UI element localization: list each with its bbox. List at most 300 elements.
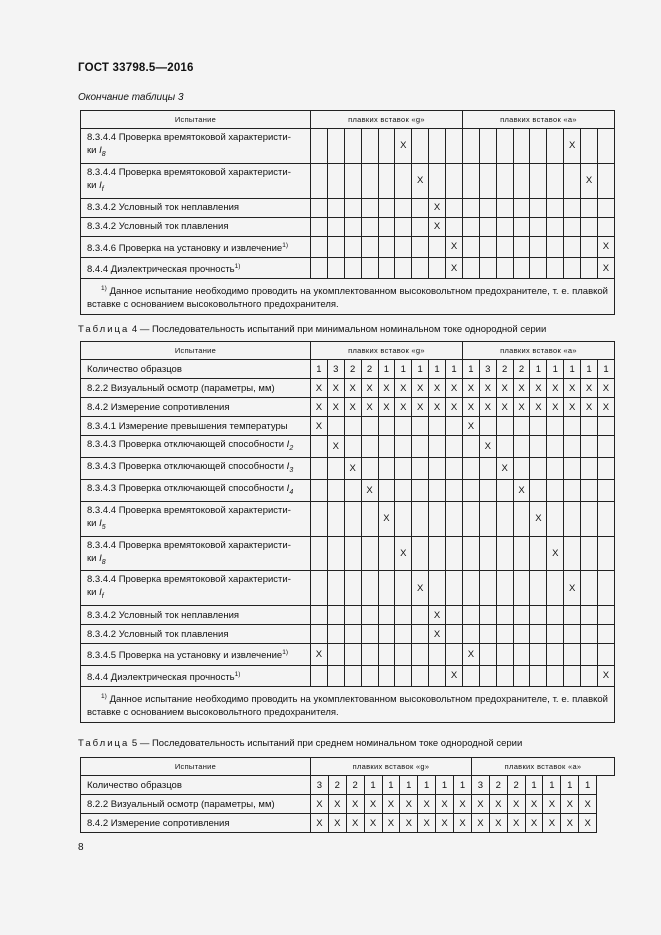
table-cell bbox=[412, 257, 429, 278]
table-cell: X bbox=[525, 814, 543, 833]
table-cell bbox=[479, 606, 496, 625]
table-cell bbox=[479, 536, 496, 571]
table-cell bbox=[412, 436, 429, 458]
table-cell bbox=[581, 457, 598, 479]
table-cell bbox=[429, 479, 446, 501]
table-cell bbox=[530, 606, 547, 625]
footnote-mark: 1) bbox=[101, 285, 107, 293]
table-cell bbox=[530, 257, 547, 278]
table-row bbox=[81, 536, 615, 571]
table-cell bbox=[530, 129, 547, 164]
table-cell: X bbox=[561, 795, 579, 814]
table-cell bbox=[496, 644, 513, 665]
table-cell bbox=[597, 536, 614, 571]
row-test-name bbox=[81, 479, 311, 501]
table5-caption-label: Таблица bbox=[78, 738, 130, 749]
table-cell: X bbox=[507, 795, 525, 814]
table-cell bbox=[378, 236, 395, 257]
table-cell: 2 bbox=[344, 360, 361, 379]
table-cell bbox=[564, 436, 581, 458]
table-cell bbox=[378, 129, 395, 164]
table-cell: 2 bbox=[513, 360, 530, 379]
table-cell: X bbox=[311, 398, 328, 417]
footnote-row bbox=[81, 686, 615, 722]
table-cell bbox=[327, 571, 344, 606]
table-cell: X bbox=[564, 398, 581, 417]
table-cell bbox=[429, 417, 446, 436]
table-cell: X bbox=[412, 398, 429, 417]
table-cell: X bbox=[479, 379, 496, 398]
table-cell: X bbox=[378, 398, 395, 417]
table-cell bbox=[378, 625, 395, 644]
table-cell bbox=[327, 606, 344, 625]
table-cell bbox=[479, 457, 496, 479]
table-cell bbox=[327, 644, 344, 665]
table-cell: X bbox=[364, 814, 382, 833]
table-cell: X bbox=[564, 379, 581, 398]
table-cell bbox=[597, 163, 614, 198]
table-cell: 1 bbox=[561, 776, 579, 795]
table-cell bbox=[530, 457, 547, 479]
table-cell bbox=[581, 236, 598, 257]
table-cell bbox=[361, 257, 378, 278]
table-cell: X bbox=[564, 571, 581, 606]
table-cell bbox=[378, 606, 395, 625]
row-test-name bbox=[81, 606, 311, 625]
table-row bbox=[81, 625, 615, 644]
table-cell bbox=[395, 457, 412, 479]
table-cell bbox=[496, 625, 513, 644]
table-cell bbox=[513, 436, 530, 458]
row-test-name bbox=[81, 571, 311, 606]
row-test-name bbox=[81, 379, 311, 398]
table-cell: X bbox=[400, 795, 418, 814]
row-test-name bbox=[81, 501, 311, 536]
test-name: 8.3.4.2 Условный ток неплавления bbox=[87, 609, 240, 621]
table-cell bbox=[496, 417, 513, 436]
table-cell bbox=[513, 217, 530, 236]
test-name: 8.3.4.3 Проверка отключающей способности bbox=[87, 482, 287, 494]
table-cell bbox=[327, 665, 344, 686]
table-cell bbox=[361, 457, 378, 479]
table-cell bbox=[530, 417, 547, 436]
table-cell bbox=[547, 129, 564, 164]
table-cell bbox=[412, 129, 429, 164]
table-cell bbox=[327, 417, 344, 436]
table-cell: X bbox=[489, 795, 507, 814]
table-cell bbox=[446, 163, 463, 198]
table-cell bbox=[429, 536, 446, 571]
table-cell bbox=[547, 479, 564, 501]
table-cell bbox=[327, 536, 344, 571]
table-cell bbox=[547, 501, 564, 536]
table4-caption bbox=[78, 324, 546, 335]
table-cell bbox=[597, 479, 614, 501]
table-cell: X bbox=[429, 606, 446, 625]
row-test-name bbox=[81, 776, 311, 795]
table-cell bbox=[412, 417, 429, 436]
table-cell bbox=[513, 501, 530, 536]
table-cell bbox=[581, 536, 598, 571]
table-cell bbox=[564, 457, 581, 479]
table5-caption bbox=[78, 738, 522, 749]
table-cell bbox=[395, 417, 412, 436]
table-cell bbox=[412, 479, 429, 501]
test-name: 8.3.4.1 Измерение превышения температуры bbox=[87, 420, 288, 432]
table-cell bbox=[479, 217, 496, 236]
header-a-fuses: плавких вставок «a» bbox=[462, 111, 614, 129]
header-row bbox=[81, 342, 615, 360]
table-cell: 1 bbox=[579, 776, 597, 795]
table-cell bbox=[378, 479, 395, 501]
table5-caption-text: — Последовательность испытаний при среднем номинальном токе однородной серии bbox=[137, 738, 523, 749]
footnote-text: Данное испытание необходимо проводить на укомплектованном высоковольтном предохранителе, т. е. плавкой вставке с основанием высоковольтного предохранителя. bbox=[87, 693, 608, 718]
table-cell: X bbox=[400, 814, 418, 833]
table-cell bbox=[311, 198, 328, 217]
table-cell bbox=[513, 571, 530, 606]
table-row bbox=[81, 379, 615, 398]
test-name-line2: ки bbox=[87, 552, 100, 564]
table-cell bbox=[581, 644, 598, 665]
row-test-name bbox=[81, 360, 311, 379]
test-name-line1: 8.3.4.4 Проверка времятоковой характеристи- bbox=[87, 504, 291, 516]
table-cell bbox=[446, 129, 463, 164]
table-cell: X bbox=[395, 398, 412, 417]
table-cell bbox=[581, 417, 598, 436]
table-cell bbox=[479, 625, 496, 644]
table-cell bbox=[395, 501, 412, 536]
row-test-name bbox=[81, 417, 311, 436]
table-row bbox=[81, 776, 615, 795]
current-subscript: f bbox=[101, 593, 104, 601]
table-cell bbox=[513, 236, 530, 257]
table-cell bbox=[378, 644, 395, 665]
table-cell: X bbox=[479, 436, 496, 458]
current-subscript: f bbox=[101, 185, 104, 193]
footnote-text: Данное испытание необходимо проводить на укомплектованном высоковольтном предохранителе, т. е. плавкой вставке с основанием высоковольтного предохранителя. bbox=[87, 286, 608, 311]
table-cell: 1 bbox=[564, 360, 581, 379]
table-cell bbox=[311, 129, 328, 164]
table-cell bbox=[361, 436, 378, 458]
table-cell bbox=[462, 217, 479, 236]
table-cell: X bbox=[579, 814, 597, 833]
table-cell bbox=[344, 625, 361, 644]
table-cell: X bbox=[446, 665, 463, 686]
table-row bbox=[81, 417, 615, 436]
row-test-name bbox=[81, 436, 311, 458]
table-cell bbox=[327, 625, 344, 644]
table-cell bbox=[530, 571, 547, 606]
row-test-name bbox=[81, 814, 311, 833]
test-name-line2: ки bbox=[87, 179, 100, 191]
current-symbol: I bbox=[99, 552, 102, 564]
table-cell: X bbox=[496, 379, 513, 398]
table-cell: 2 bbox=[507, 776, 525, 795]
table-cell bbox=[581, 665, 598, 686]
table-cell bbox=[378, 163, 395, 198]
table-cell: X bbox=[429, 379, 446, 398]
table-cell bbox=[327, 163, 344, 198]
table-cell bbox=[462, 479, 479, 501]
table-cell: X bbox=[311, 379, 328, 398]
table-cell bbox=[462, 665, 479, 686]
current-subscript: 4 bbox=[289, 488, 294, 496]
table-cell: X bbox=[513, 479, 530, 501]
test-name: 8.4.2 Измерение сопротивления bbox=[87, 401, 230, 413]
table-cell bbox=[530, 217, 547, 236]
current-subscript: 2 bbox=[289, 444, 294, 452]
footnote-row bbox=[81, 279, 615, 315]
table-cell bbox=[311, 501, 328, 536]
table-cell: X bbox=[446, 379, 463, 398]
table-cell bbox=[361, 606, 378, 625]
row-test-name bbox=[81, 217, 311, 236]
table-cell bbox=[311, 163, 328, 198]
table-cell bbox=[496, 436, 513, 458]
table-cell: X bbox=[513, 398, 530, 417]
table-cell bbox=[311, 536, 328, 571]
table-cell: X bbox=[327, 398, 344, 417]
table-cell bbox=[361, 501, 378, 536]
table-cell: X bbox=[382, 814, 400, 833]
table-cell: 1 bbox=[454, 776, 472, 795]
table-cell bbox=[462, 198, 479, 217]
table-cell bbox=[361, 625, 378, 644]
table-cell bbox=[462, 457, 479, 479]
current-symbol: I bbox=[99, 179, 102, 191]
table-cell bbox=[581, 479, 598, 501]
table-cell bbox=[513, 665, 530, 686]
table-cell bbox=[547, 198, 564, 217]
table-row bbox=[81, 665, 615, 686]
table-cell bbox=[479, 479, 496, 501]
table-cell bbox=[597, 501, 614, 536]
table-cell bbox=[462, 129, 479, 164]
header-g-fuses: плавких вставок «g» bbox=[311, 758, 472, 776]
page-number: 8 bbox=[78, 842, 84, 853]
table-cell bbox=[462, 606, 479, 625]
row-test-name bbox=[81, 398, 311, 417]
table-cell bbox=[597, 217, 614, 236]
test-name: 8.3.4.2 Условный ток плавления bbox=[87, 628, 229, 640]
table-cell: 1 bbox=[446, 360, 463, 379]
table-cell bbox=[547, 625, 564, 644]
table-cell: X bbox=[597, 398, 614, 417]
table-cell bbox=[378, 536, 395, 571]
header-g-fuses: плавких вставок «g» bbox=[311, 342, 463, 360]
table-cell bbox=[361, 571, 378, 606]
table-cell bbox=[446, 606, 463, 625]
table-cell: 1 bbox=[395, 360, 412, 379]
table-cell bbox=[513, 129, 530, 164]
table-cell: X bbox=[513, 379, 530, 398]
table-cell bbox=[513, 198, 530, 217]
test-name-line2: ки bbox=[87, 587, 100, 599]
header-a-fuses: плавких вставок «a» bbox=[471, 758, 614, 776]
table-cell: X bbox=[429, 198, 446, 217]
table5-caption-number: 5 bbox=[131, 738, 138, 749]
table-cell bbox=[311, 257, 328, 278]
table-cell: 3 bbox=[471, 776, 489, 795]
table-cell bbox=[344, 236, 361, 257]
table-cell bbox=[597, 417, 614, 436]
table-cell bbox=[327, 501, 344, 536]
table-cell bbox=[395, 217, 412, 236]
table-cell bbox=[395, 436, 412, 458]
table-cell: 2 bbox=[328, 776, 346, 795]
table-cell: X bbox=[471, 795, 489, 814]
test-name: 8.2.2 Визуальный осмотр (параметры, мм) bbox=[87, 798, 275, 810]
table-cell bbox=[564, 479, 581, 501]
test-name: 8.3.4.2 Условный ток плавления bbox=[87, 221, 229, 233]
table-cell bbox=[530, 436, 547, 458]
row-test-name bbox=[81, 536, 311, 571]
current-subscript: 8 bbox=[101, 150, 106, 158]
table-cell: X bbox=[344, 379, 361, 398]
table-cell: X bbox=[547, 536, 564, 571]
table-cell: X bbox=[429, 625, 446, 644]
table-cell: X bbox=[328, 814, 346, 833]
table-cell: X bbox=[496, 457, 513, 479]
table-cell bbox=[581, 257, 598, 278]
table-cell bbox=[361, 217, 378, 236]
table-cell bbox=[547, 417, 564, 436]
table-cell bbox=[513, 606, 530, 625]
table-cell: X bbox=[547, 398, 564, 417]
table-row bbox=[81, 814, 615, 833]
table-cell bbox=[378, 436, 395, 458]
test-name: Количество образцов bbox=[87, 363, 182, 375]
test-name: 8.4.4 Диэлектрическая прочность bbox=[87, 671, 235, 683]
table-cell bbox=[581, 129, 598, 164]
footnote-ref: 1) bbox=[234, 262, 241, 270]
table-cell bbox=[344, 644, 361, 665]
table-cell: 1 bbox=[429, 360, 446, 379]
test-name: 8.3.4.3 Проверка отключающей способности bbox=[87, 439, 287, 450]
table-cell: X bbox=[462, 398, 479, 417]
test-name-line2: ки bbox=[87, 145, 100, 156]
table4 bbox=[80, 341, 615, 723]
table-cell bbox=[429, 501, 446, 536]
table-cell: 1 bbox=[378, 360, 395, 379]
table-cell bbox=[327, 198, 344, 217]
table-cell: X bbox=[462, 379, 479, 398]
table-cell bbox=[429, 163, 446, 198]
table-cell: 1 bbox=[543, 776, 561, 795]
table-cell bbox=[412, 198, 429, 217]
table-cell: X bbox=[418, 814, 436, 833]
table-cell bbox=[547, 217, 564, 236]
table-cell bbox=[395, 236, 412, 257]
test-name: Количество образцов bbox=[87, 779, 182, 791]
table-cell bbox=[412, 644, 429, 665]
table-cell bbox=[429, 129, 446, 164]
test-name: 8.3.4.5 Проверка на установку и извлечение bbox=[87, 650, 283, 662]
table-cell bbox=[513, 417, 530, 436]
table-cell bbox=[311, 571, 328, 606]
table-cell bbox=[327, 217, 344, 236]
table-cell: 1 bbox=[364, 776, 382, 795]
header-g-fuses: плавких вставок «g» bbox=[311, 111, 463, 129]
table-row bbox=[81, 571, 615, 606]
table5 bbox=[80, 757, 615, 833]
row-test-name bbox=[81, 625, 311, 644]
table-cell bbox=[479, 417, 496, 436]
table-cell: X bbox=[496, 398, 513, 417]
table-cell bbox=[513, 625, 530, 644]
footnote-ref: 1) bbox=[282, 241, 288, 249]
table-cell bbox=[395, 571, 412, 606]
table-row bbox=[81, 398, 615, 417]
table-cell bbox=[446, 198, 463, 217]
table-cell bbox=[344, 163, 361, 198]
table-cell: X bbox=[530, 398, 547, 417]
current-subscript: 3 bbox=[289, 466, 294, 474]
table4-caption-number: 4 bbox=[131, 324, 138, 335]
table-cell bbox=[547, 257, 564, 278]
table-row bbox=[81, 257, 615, 278]
table-cell bbox=[361, 163, 378, 198]
test-name-line1: 8.3.4.4 Проверка времятоковой характеристи- bbox=[87, 166, 291, 178]
table-cell bbox=[311, 606, 328, 625]
table-row bbox=[81, 129, 615, 164]
table-cell bbox=[564, 198, 581, 217]
table-cell: X bbox=[311, 644, 328, 665]
table4-caption-label: Таблица bbox=[78, 324, 130, 335]
header-row bbox=[81, 758, 615, 776]
table-cell bbox=[378, 665, 395, 686]
table-cell bbox=[446, 625, 463, 644]
table-cell: X bbox=[597, 236, 614, 257]
current-symbol: I bbox=[286, 460, 290, 472]
table-cell bbox=[378, 198, 395, 217]
table-cell bbox=[344, 417, 361, 436]
table-row bbox=[81, 163, 615, 198]
table-cell bbox=[395, 606, 412, 625]
table-cell bbox=[547, 236, 564, 257]
table-cell bbox=[547, 571, 564, 606]
table-cell: X bbox=[361, 379, 378, 398]
table-cell: X bbox=[412, 379, 429, 398]
table-cell: X bbox=[543, 795, 561, 814]
table-row bbox=[81, 644, 615, 665]
table-cell bbox=[597, 606, 614, 625]
table-cell bbox=[327, 479, 344, 501]
table-cell: X bbox=[597, 257, 614, 278]
table-cell: 1 bbox=[597, 360, 614, 379]
table-cell bbox=[412, 625, 429, 644]
table-cell bbox=[429, 644, 446, 665]
table-cell bbox=[412, 606, 429, 625]
table-cell bbox=[597, 129, 614, 164]
table-cell bbox=[395, 479, 412, 501]
table-cell: 3 bbox=[327, 360, 344, 379]
table-cell: X bbox=[471, 814, 489, 833]
table-cell bbox=[446, 417, 463, 436]
table-cell bbox=[530, 644, 547, 665]
table-cell: X bbox=[581, 398, 598, 417]
row-test-name bbox=[81, 665, 311, 686]
table-cell: 1 bbox=[311, 360, 328, 379]
table-cell: X bbox=[311, 795, 329, 814]
table-cell: X bbox=[530, 501, 547, 536]
table-cell bbox=[446, 571, 463, 606]
table-row bbox=[81, 606, 615, 625]
table-cell: X bbox=[361, 398, 378, 417]
table-cell bbox=[412, 536, 429, 571]
table-cell bbox=[378, 571, 395, 606]
table-cell bbox=[530, 236, 547, 257]
